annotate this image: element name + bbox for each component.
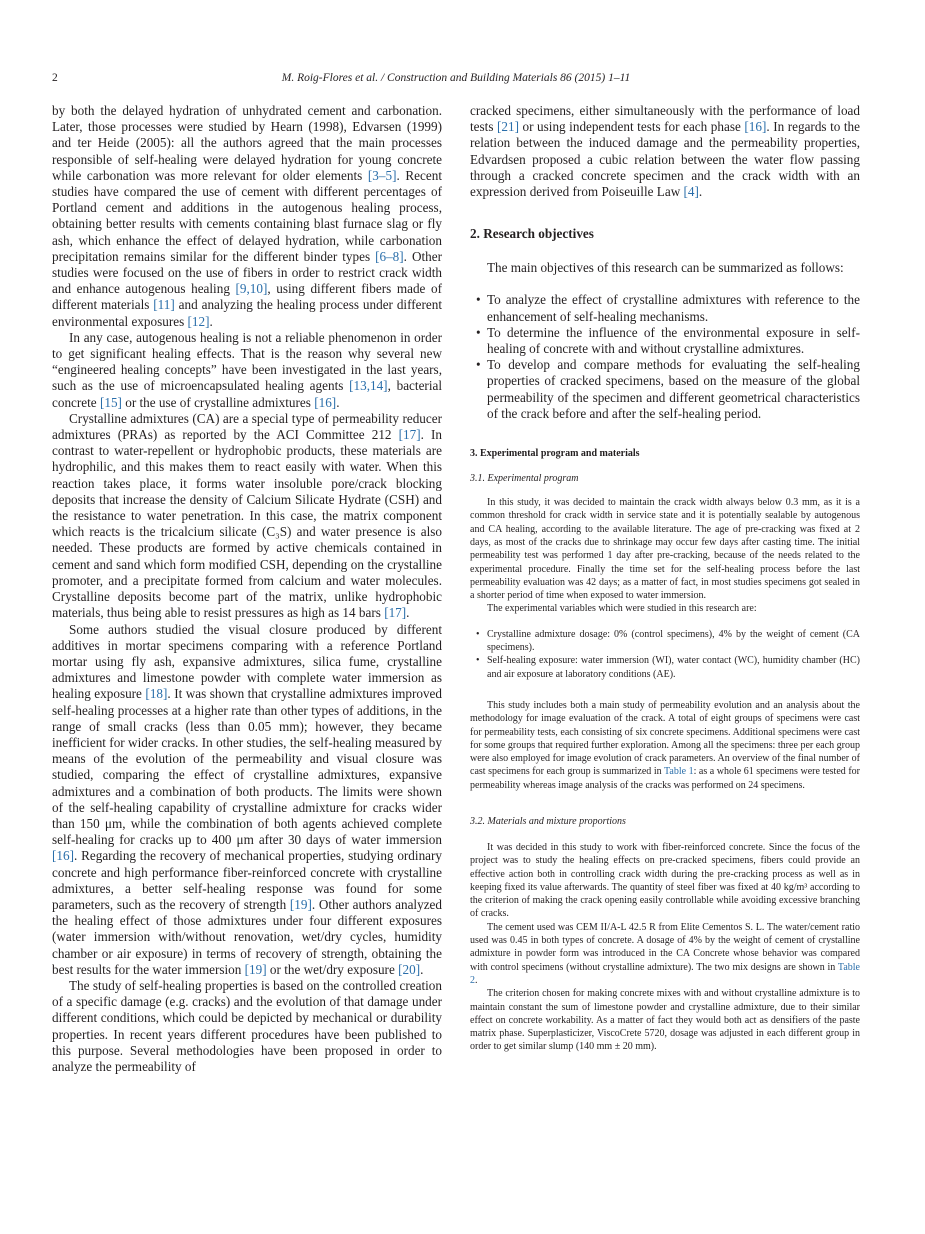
citation-link[interactable]: [9,10] — [235, 281, 268, 297]
citation-link[interactable]: [16] — [744, 119, 767, 135]
paragraph: It was decided in this study to work with fiber-reinforced concrete. Since the focus of the project was to study the healing effects on pre-cracked specimens, fibers could provide an effective action both in controlling crack width during the pre-cracking process as well as in keeping fixed its value afterwards. The quantity of steel fiber was fixed at 40 kg/m³ according to the criterion of making the crack opening easily controllable while avoiding excessive branching of cracks. — [470, 841, 860, 920]
list-item: • To develop and compare methods for evaluating the self-healing properties of cracked specimens, based on the measure of the global permeability of the specimen and different geometrical characteristics of the crack before and after the self-healing period. — [470, 357, 860, 422]
section-heading: 3. Experimental program and materials — [470, 448, 640, 460]
page-header — [52, 72, 860, 88]
section-heading: 2. Research objectives — [470, 226, 594, 242]
citation-link[interactable]: [16] — [52, 848, 74, 864]
citation-link[interactable]: [17] — [384, 605, 407, 621]
paragraph: by both the delayed hydration of unhydrated cement and carbonation. Later, those processes were studied by Hearn (1998), Edvarsen (1999) and ter Heide (2005): all the authors agreed that the main processes responsible of self-healing were delayed hydration for young concrete while carbonation was more relevant for older elements [3–5]. Recent studies have compared the use of cement with different percentages of Portland cement and additions in the autogenous healing process, obtaining better results with cements containing blast furnace slag or fly ash, which enhance the effect of delayed hydration, while carbonation precipitation remains similar for the different binder types [6–8]. Other studies were focused on the use of fibers in order to restrict crack width and enhance autogenous healing [9,10], using different fibers made of different materials [11] and analyzing the healing process under different environmental exposures [12]. — [52, 103, 442, 329]
paragraph: Crystalline admixtures (CA) are a special type of permeability reducer admixtures (PRAs) as reported by the ACI Committee 212 [17]. In contrast to water-repellent or hydrophobic products, these materials are hydrophilic, and this makes them to react easily with water. When this reaction takes place, it forms water insoluble pore/crack blocking deposits that increase the density of Calcium Silicate Hydrate (CSH) and the resistance to water penetration. In this case, the matrix component which reacts is the tricalcium silicate (C₃S) and water presence is also needed. These products are formed by active chemicals contained in cement and sand which form modified CSH, depending on the crystalline promoter, and a precipitate formed from calcium and water molecules. Crystalline deposits become part of the matrix, unlike hydrophobic materials, thus being able to resist pressures as high as 14 bars [17]. — [52, 410, 442, 621]
objectives-list — [470, 292, 860, 422]
citation-link[interactable]: [19] — [244, 961, 267, 977]
running-head: M. Roig-Flores et al. / Construction and Building Materials 86 (2015) 1–11 — [281, 72, 631, 84]
left-column — [52, 103, 442, 1075]
paragraph: Some authors studied the visual closure produced by different additives in mortar specimens comparing with a reference Portland mortar using fly ash, expansive admixtures, silica fume, crystalline admixtures and limestone powder with complete water immersion as healing exposure [18]. It was shown that crystalline admixtures improved self-healing processes at a higher rate than other types of additions, in the range of small cracks (less than 0.05 mm); however, they became inefficient for wider cracks. In other studies, the self-healing measured by means of the evolution of the permeability and visual closure was studied, comparing the effect of crystalline admixtures, expansive admixtures and a combination of both products. The limits were shown of the self-healing capability of crystalline admixture for cracks wider than 150 μm, while the combination of both agents achieved complete self-healing for cracks up to 400 μm after 30 days of water immersion [16]. Regarding the recovery of mechanical properties, studying ordinary concrete and high performance fiber-reinforced concrete with crystalline admixtures, a better self-healing response was found for some parameters, such as the recovery of strength [19]. Other authors analyzed the healing effect of those admixtures under four different exposures (water immersion with/without renovation, wet/dry cycles, humidity chamber or air exposure) in terms of recovery of strength, obtaining the best results for the water immersion [19] or the wet/dry exposure [20]. — [52, 621, 443, 977]
subsection-heading: 3.2. Materials and mixture proportions — [470, 815, 626, 827]
page-number: 2 — [52, 72, 58, 84]
paragraph: The cement used was CEM II/A-L 42.5 R from Elite Cementos S. L. The water/cement ratio used was 0.45 in both types of concrete. A dosage of 4% by the weight of cement of crystalline admixture in powder form was introduced in the CA Concrete whose behavior was compared with control specimens (without crystalline admixture). The two mix designs are shown in Table 2. — [470, 921, 860, 986]
list-item: • To analyze the effect of crystalline admixtures with reference to the enhancement of self-healing mechanisms. — [470, 292, 860, 324]
paragraph: cracked specimens, either simultaneously with the performance of load tests [21] or using independent tests for each phase [16]. In regards to the relation between the induced damage and the permeability properties, Edvardsen proposed a cubic relation between the water flow passing through a cracked concrete specimen and the crack width with an expression derived from Poiseuille Law [4]. — [470, 103, 861, 200]
paragraph: The experimental variables which were studied in this research are: — [487, 603, 757, 615]
list-item: • Self-healing exposure: water immersion (WI), water contact (WC), humidity chamber (HC) and air exposure at laboratory conditions (AE). — [470, 654, 860, 681]
citation-link[interactable]: [6–8] — [375, 248, 404, 264]
citation-link[interactable]: [4] — [683, 184, 699, 200]
citation-link[interactable]: [3–5] — [367, 167, 397, 183]
paragraph: In this study, it was decided to maintain the crack width always below 0.3 mm, as it is a common threshold for crack width in service state and it is potentially sealable by autogenous and CA healing, according to the available literature. The age of pre-cracking was fixed at 2 days, as most of the cracks due to shrinkage may occur few days after casting time. The initial permeability test was performed 1 day after pre-cracking, because of the needs related to the experimental procedure. Finally the time set for the self-healing process before the last permeability evaluation was 42 days; as a matter of fact, in most studies specimens got sealed in a shorter period of time when exposed to water immersion. — [470, 497, 860, 602]
citation-link[interactable]: [16] — [314, 394, 337, 410]
citation-link[interactable]: [15] — [99, 394, 122, 410]
citation-link[interactable]: Table 1 — [663, 766, 694, 778]
paragraph: In any case, autogenous healing is not a reliable phenomenon in order to get significant healing effects. That is the reason why several new “engineered healing concepts” have been investigated in the last years, such as the use of microencapsulated healing agents [13,14], bacterial concrete [15] or the use of crystalline admixtures [16]. — [52, 329, 443, 410]
list-item: • To determine the influence of the environmental exposure in self-healing of concrete with and without crystalline admixtures. — [470, 325, 860, 357]
paragraph: The main objectives of this research can be summarized as follows: — [487, 260, 844, 276]
citation-link[interactable]: [12] — [187, 313, 210, 329]
paragraph: This study includes both a main study of permeability evolution and an analysis about the methodology for image evaluation of the crack. A total of eight groups of specimens were cast for permeability tests, each consisting of six concrete specimens. Additional specimens were cast for some groups that required further exploration. Among all the specimens: three per each group were also employed for image evolution of crack parameters. An overview of the final number of cast specimens for each group is summarized in Table 1: as a whole 61 specimens were tested for permeability whereas image analysis of the cracks was performed on 24 specimens. — [470, 699, 860, 791]
citation-link[interactable]: [17] — [398, 427, 421, 443]
paragraph: The study of self-healing properties is based on the controlled creation of a specific damage (e.g. cracks) and the evolution of that damage under different conditions, which could be depicted by mechanical or durability properties. In recent years different procedures have been published to this purpose. Several methodologies have been proposed in order to analyze the permeability of — [52, 977, 442, 1074]
citation-link[interactable]: [19] — [289, 896, 312, 912]
paragraph: The criterion chosen for making concrete mixes with and without crystalline admixture is to maintain constant the sum of limestone powder and crystalline admixture, due to their similar effect on concrete workability. As a matter of fact they would both act as densifiers of the paste matrix phase. Superplasticizer, ViscoCrete 5720, dosage was adjusted in each different group in order to get similar slump (140 mm ± 20 mm). — [470, 988, 860, 1053]
citation-link[interactable]: [18] — [145, 686, 168, 702]
list-item: • Crystalline admixture dosage: 0% (control specimens), 4% by the weight of cement (CA specimens). — [470, 628, 860, 655]
citation-link[interactable]: Table 2 — [470, 961, 860, 986]
citation-link[interactable]: [13,14] — [349, 378, 388, 394]
citation-link[interactable]: [21] — [497, 119, 519, 135]
citation-link[interactable]: [11] — [153, 297, 175, 313]
right-column — [470, 103, 860, 1054]
variables-list — [470, 628, 860, 681]
subsection-heading: 3.1. Experimental program — [470, 473, 579, 485]
citation-link[interactable]: [20] — [398, 961, 421, 977]
